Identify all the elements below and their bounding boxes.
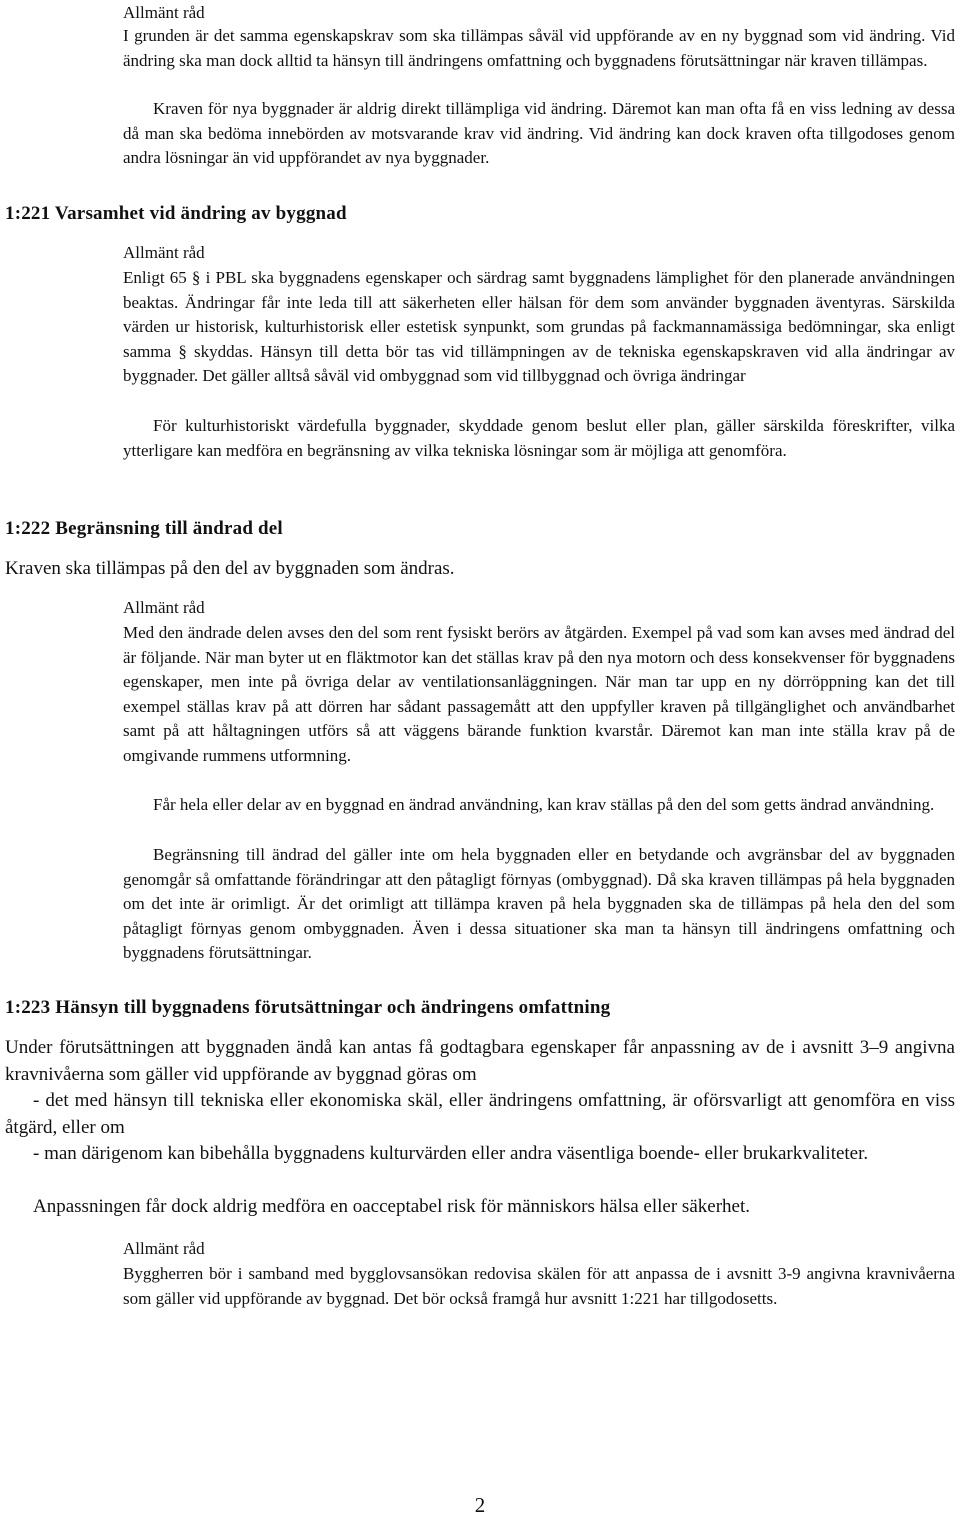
body-paragraph: Enligt 65 § i PBL ska byggnadens egenskaper och särdrag samt byggnadens lämplighet för den planerade användningen beaktas. Ändringar får inte leda till att säkerheten eller hälsan för dem som använder byggnaden äventyras. Särskilda värden ur historisk, kulturhistorisk eller estetisk synpunkt, som grundas på fackmannamässiga bedömningar, ska enligt samma § skyddas. Hänsyn till detta bör tas vid tillämpningen av de tekniska egenskapskraven vid alla ändringar av byggnader. Det gäller alltså såväl vid ombyggnad som vid tillbyggnad och övriga ändringar (123, 268, 955, 386)
section-heading-1-222: 1:222 Begränsning till ändrad del (5, 518, 283, 539)
advice-label: Allmänt råd (123, 1239, 205, 1258)
rule-paragraph: Under förutsättningen att byggnaden ändå kan antas få godtagbara egenskaper får anpassning av de i avsnitt 3–9 angivna kravnivåerna som gäller vid uppförande av byggnad göras om (5, 1037, 955, 1085)
body-paragraph: För kulturhistoriskt värdefulla byggnader, skyddade genom beslut eller plan, gäller särskilda föreskrifter, vilka ytterligare kan medföra en begränsning av vilka tekniska lösningar som är möjliga att genomföra. (123, 416, 955, 460)
section-heading-1-221: 1:221 Varsamhet vid ändring av byggnad (5, 203, 347, 224)
advice-label: Allmänt råd (123, 598, 205, 617)
page-number: 2 (474, 1493, 486, 1517)
body-paragraph: Begränsning till ändrad del gäller inte om hela byggnaden eller en betydande och avgränsbar del av byggnaden genomgår så omfattande förändringar att den påtagligt förnyas (ombyggnad). Då ska kraven tillämpas på hela byggnaden om det inte är orimligt. Är det orimligt att tillämpa kraven på hela byggnaden ska de tillämpas på hela den del som påtagligt förnyas genom ombyggnaden. Även i dessa situationer ska man ta hänsyn till ändringens omfattning och byggnadens förutsättningar. (123, 845, 955, 963)
body-paragraph: Får hela eller delar av en byggnad en ändrad användning, kan krav ställas på den del som getts ändrad användning. (153, 795, 935, 814)
section-heading-1-223: 1:223 Hänsyn till byggnadens förutsättningar och ändringens omfattning (5, 997, 611, 1018)
advice-label: Allmänt råd (123, 243, 205, 262)
rule-list-item: - man därigenom kan bibehålla byggnadens kulturvärden eller andra väsentliga boende- eller brukarkvaliteter. (33, 1143, 869, 1164)
body-paragraph: Byggherren bör i samband med bygglovsansökan redovisa skälen för att anpassa de i avsnitt 3-9 angivna kravnivåerna som gäller vid uppförande av byggnad. Det bör också framgå hur avsnitt 1:221 har tillgodosetts. (123, 1264, 955, 1308)
body-paragraph: I grunden är det samma egenskapskrav som ska tillämpas såväl vid uppförande av en ny byggnad som vid ändring. Vid ändring ska man dock alltid ta hänsyn till ändringens omfattning och byggnadens förutsättningar när kraven tillämpas. (123, 26, 955, 70)
rule-list-item: - det med hänsyn till tekniska eller ekonomiska skäl, eller ändringens omfattning, är oförsvarligt att genomföra en viss åtgärd, eller om (5, 1090, 955, 1138)
rule-paragraph: Anpassningen får dock aldrig medföra en oacceptabel risk för människors hälsa eller säkerhet. (33, 1196, 750, 1217)
body-paragraph: Kraven för nya byggnader är aldrig direkt tillämpliga vid ändring. Däremot kan man ofta få en viss ledning av dessa då man ska bedöma innebörden av motsvarande krav vid ändring. Vid ändring kan dock kraven ofta tillgodoses genom andra lösningar än vid uppförandet av nya byggnader. (123, 99, 955, 168)
advice-label: Allmänt råd (123, 3, 205, 22)
body-paragraph: Med den ändrade delen avses den del som rent fysiskt berörs av åtgärden. Exempel på vad som kan avses med ändrad del är följande. När man byter ut en fläktmotor kan det ställas krav på den nya motorn och dess konsekvenser för byggnadens egenskaper, men inte på övriga delar av ventilationsanläggningen. När man tar upp en ny dörröppning kan det till exempel ställas krav på att dörren har sådant passagemått att den uppfyller kraven på tillgänglighet och användbarhet samt på att håltagningen utförs så att väggens bärande funktion kvarstår. Däremot kan man inte ställa krav på de omgivande rummens utformning. (123, 623, 955, 765)
rule-paragraph: Kraven ska tillämpas på den del av byggnaden som ändras. (5, 558, 455, 579)
